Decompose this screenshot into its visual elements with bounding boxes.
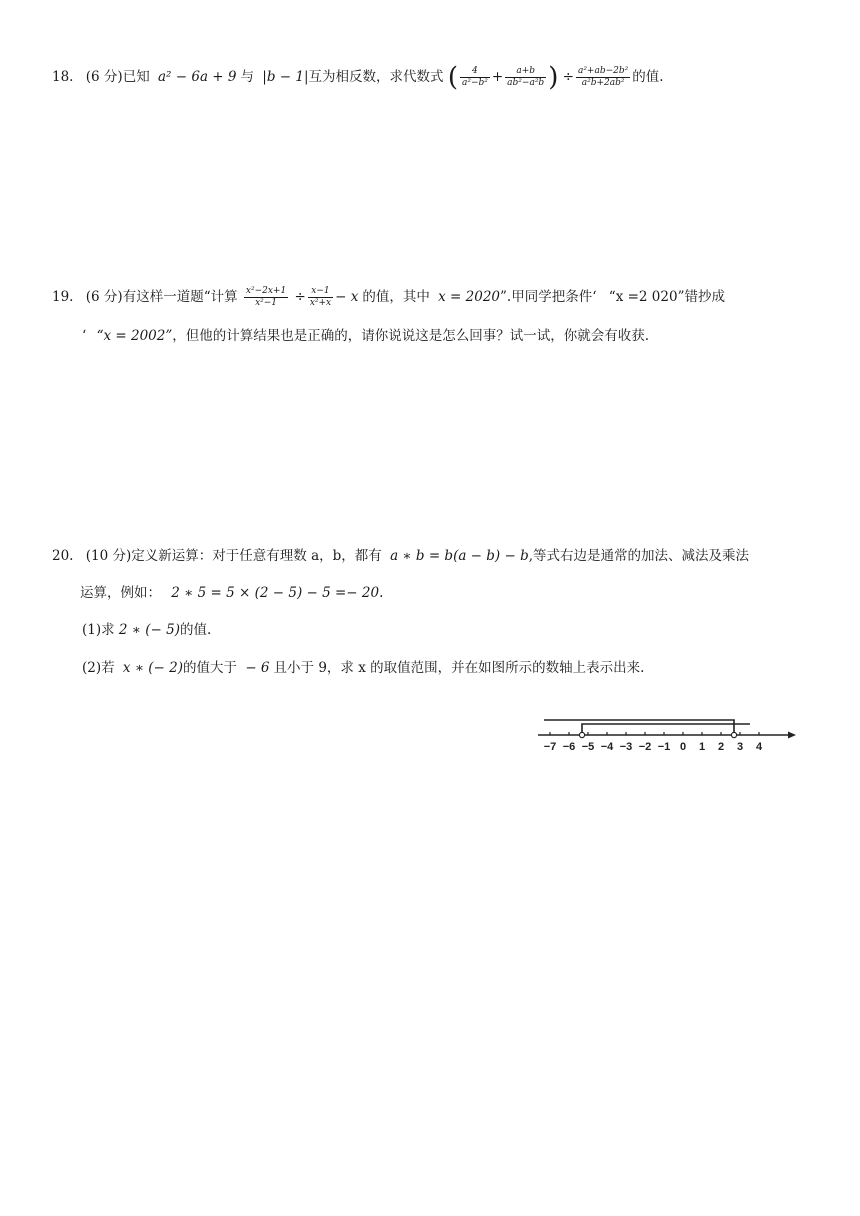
- tick-label-0: 0: [679, 741, 687, 753]
- q20-part2-text-2: 的值大于: [183, 660, 238, 676]
- range-line-upper: [544, 720, 734, 735]
- tick-label--1: −1: [657, 741, 671, 753]
- q18-expr-1: a² − 6a + 9: [158, 69, 237, 85]
- q18-plus: +: [491, 69, 504, 85]
- question-20-part-1: [82, 620, 211, 640]
- q18-score: (6 分): [85, 69, 123, 85]
- q19-expr-1: − x: [335, 289, 359, 305]
- q19-expr-2: x = 2020: [438, 289, 501, 305]
- tick-label-3: 3: [736, 741, 744, 753]
- q19-text-3: ”.甲同学把条件‘: [500, 289, 597, 305]
- q20-line2-text: 运算，例如：: [80, 585, 161, 601]
- q18-left-paren: (: [447, 62, 458, 93]
- question-19: [52, 286, 725, 309]
- q18-text-1: 已知: [122, 69, 150, 85]
- q20-example: 2 ∗ 5 = 5 × (2 − 5) − 5 =− 20.: [171, 585, 384, 601]
- q20-part2-expr-1: x ∗ (− 2): [122, 660, 184, 676]
- q19-expr-3: “x = 2002”: [96, 328, 173, 344]
- tick-label--6: −6: [562, 741, 576, 753]
- q19-line2-text: ，但他的计算结果也是正确的，请你说说这是怎么回事？试一试，你就会有收获.: [172, 328, 650, 344]
- q20-part1-text-2: 的值.: [180, 622, 212, 638]
- endpoint-circle-2: [731, 732, 736, 737]
- q20-part1-text-1: (1)求: [82, 622, 115, 638]
- q18-text-2: 与: [240, 69, 254, 85]
- q20-score: (10 分): [85, 548, 132, 564]
- q20-number: 20.: [52, 548, 74, 564]
- q18-number: 18.: [52, 69, 74, 85]
- number-line-figure: [534, 714, 804, 760]
- q19-text-2: 的值，其中: [362, 289, 430, 305]
- tick-label--5: −5: [581, 741, 595, 753]
- q18-text-4: 的值.: [632, 69, 664, 85]
- question-20: [52, 546, 749, 566]
- q19-number: 19.: [52, 289, 74, 305]
- tick-label--7: −7: [543, 741, 557, 753]
- q19-fraction-1: $\frac{\text{x²−2x+1}}{\text{x²−1}}$: [245, 286, 287, 308]
- q20-text-1: 定义新运算：对于任意有理数 a，b，都有: [131, 548, 382, 564]
- question-19-line-2: [82, 326, 649, 346]
- endpoint-circle-neg6: [579, 732, 584, 737]
- q20-part2-expr-2: − 6: [245, 660, 270, 676]
- number-line-arrow: [788, 732, 796, 739]
- tick-label-1: 1: [698, 741, 706, 753]
- tick-label-4: 4: [755, 741, 763, 753]
- q18-text-3: 互为相反数，求代数式: [308, 69, 444, 85]
- question-18: [52, 62, 664, 93]
- question-20-part-2: [82, 658, 644, 678]
- tick-label--2: −2: [638, 741, 652, 753]
- tick-label--4: −4: [600, 741, 614, 753]
- q18-fraction-1: $\frac{4}{\text{a²−b²}}$: [461, 66, 488, 88]
- q20-part1-expr: 2 ∗ (− 5): [118, 622, 180, 638]
- q18-right-paren: ): [548, 62, 559, 93]
- q20-part2-text-3: 且小于 9，求 x 的取值范围，并在如图所示的数轴上表示出来.: [273, 660, 645, 676]
- q19-divide: ÷: [294, 289, 306, 305]
- q19-line2-quote: ‘: [82, 328, 87, 344]
- q20-part2-text-1: (2)若: [82, 660, 115, 676]
- q20-expr-1: a ∗ b = b(a − b) − b: [390, 548, 529, 564]
- q18-divide: ÷: [562, 69, 574, 85]
- q18-expr-2: |b − 1|: [262, 69, 309, 85]
- tick-label--3: −3: [619, 741, 633, 753]
- q19-text-4: “x =2 020”错抄成: [608, 289, 725, 305]
- q18-fraction-2: $\frac{a+b}{\text{ab²−a²b}}$: [507, 66, 545, 88]
- q19-text-1: 有这样一道题“计算: [122, 289, 238, 305]
- q19-score: (6 分): [85, 289, 123, 305]
- q18-fraction-3: $\frac{\text{a²+ab−2b²}}{\text{a²b+2ab²}}$: [577, 66, 629, 88]
- tick-label-2: 2: [717, 741, 725, 753]
- q20-text-2: ,等式右边是通常的加法、减法及乘法: [528, 548, 750, 564]
- question-20-line-2: [80, 583, 383, 603]
- q19-fraction-2: $\frac{x-1}{\text{x²+x}}$: [309, 286, 332, 308]
